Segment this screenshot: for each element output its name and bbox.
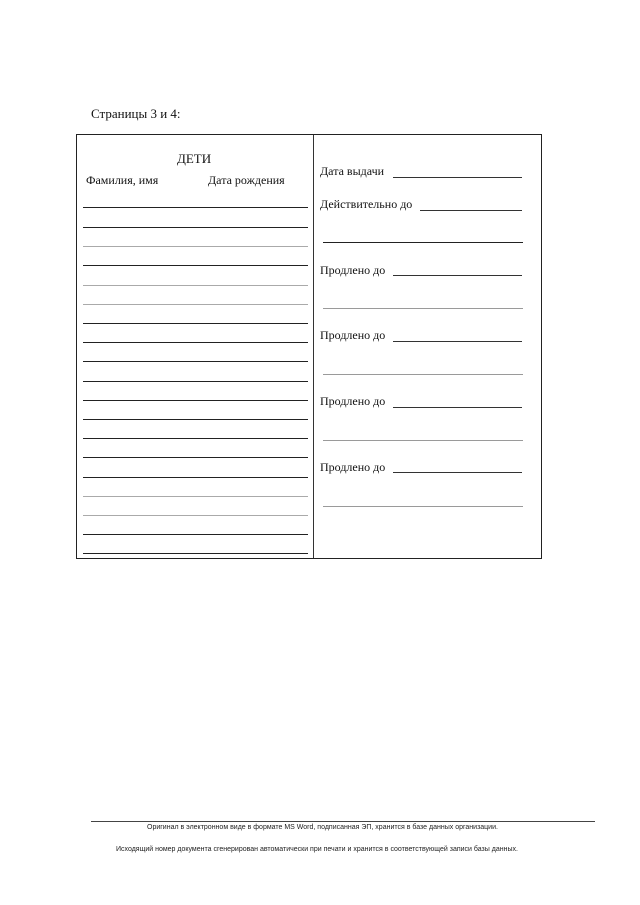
blank-line[interactable] [323, 242, 523, 243]
footer-number-note: Исходящий номер документа сгенерирован автоматически при печати и хранится в соответствующей записи базы данных. [116, 846, 518, 853]
issue-date-field[interactable] [393, 177, 522, 178]
child-entry-line[interactable] [83, 265, 308, 266]
child-entry-line[interactable] [83, 457, 308, 458]
valid-until-label: Действительно до [320, 197, 413, 211]
child-entry-line[interactable] [83, 304, 308, 305]
blank-line[interactable] [323, 440, 523, 441]
child-entry-line[interactable] [83, 323, 308, 324]
child-entry-line[interactable] [83, 515, 308, 516]
child-entry-line[interactable] [83, 227, 308, 228]
blank-line[interactable] [323, 308, 523, 309]
child-entry-line[interactable] [83, 477, 308, 478]
footer-divider [91, 821, 595, 822]
extended-until-label: Продлено до [320, 394, 386, 408]
footer-original-note: Оригинал в электронном виде в формате MS Word, подписанная ЭП, хранится в базе данных организации. [147, 824, 498, 831]
children-name-header: Фамилия, имя [86, 173, 159, 187]
extended-until-field[interactable] [393, 407, 522, 408]
column-divider [313, 135, 314, 558]
extended-until-label: Продлено до [320, 328, 386, 342]
extended-until-field[interactable] [393, 472, 522, 473]
blank-line[interactable] [323, 506, 523, 507]
child-entry-line[interactable] [83, 342, 308, 343]
child-entry-line[interactable] [83, 496, 308, 497]
child-entry-line[interactable] [83, 285, 308, 286]
extended-until-field[interactable] [393, 275, 522, 276]
issue-date-label: Дата выдачи [320, 164, 385, 178]
child-entry-line[interactable] [83, 361, 308, 362]
valid-until-field[interactable] [420, 210, 522, 211]
child-entry-line[interactable] [83, 381, 308, 382]
child-entry-line[interactable] [83, 438, 308, 439]
child-entry-line[interactable] [83, 419, 308, 420]
child-entry-line[interactable] [83, 246, 308, 247]
child-entry-line[interactable] [83, 207, 308, 208]
child-entry-line[interactable] [83, 534, 308, 535]
blank-line[interactable] [323, 374, 523, 375]
children-birthdate-header: Дата рождения [208, 173, 285, 187]
extended-until-label: Продлено до [320, 460, 386, 474]
passport-pages-form [76, 134, 542, 559]
page-heading: Страницы 3 и 4: [91, 106, 181, 121]
children-title: ДЕТИ [177, 151, 212, 166]
extended-until-field[interactable] [393, 341, 522, 342]
child-entry-line[interactable] [83, 553, 308, 554]
extended-until-label: Продлено до [320, 263, 386, 277]
child-entry-line[interactable] [83, 400, 308, 401]
